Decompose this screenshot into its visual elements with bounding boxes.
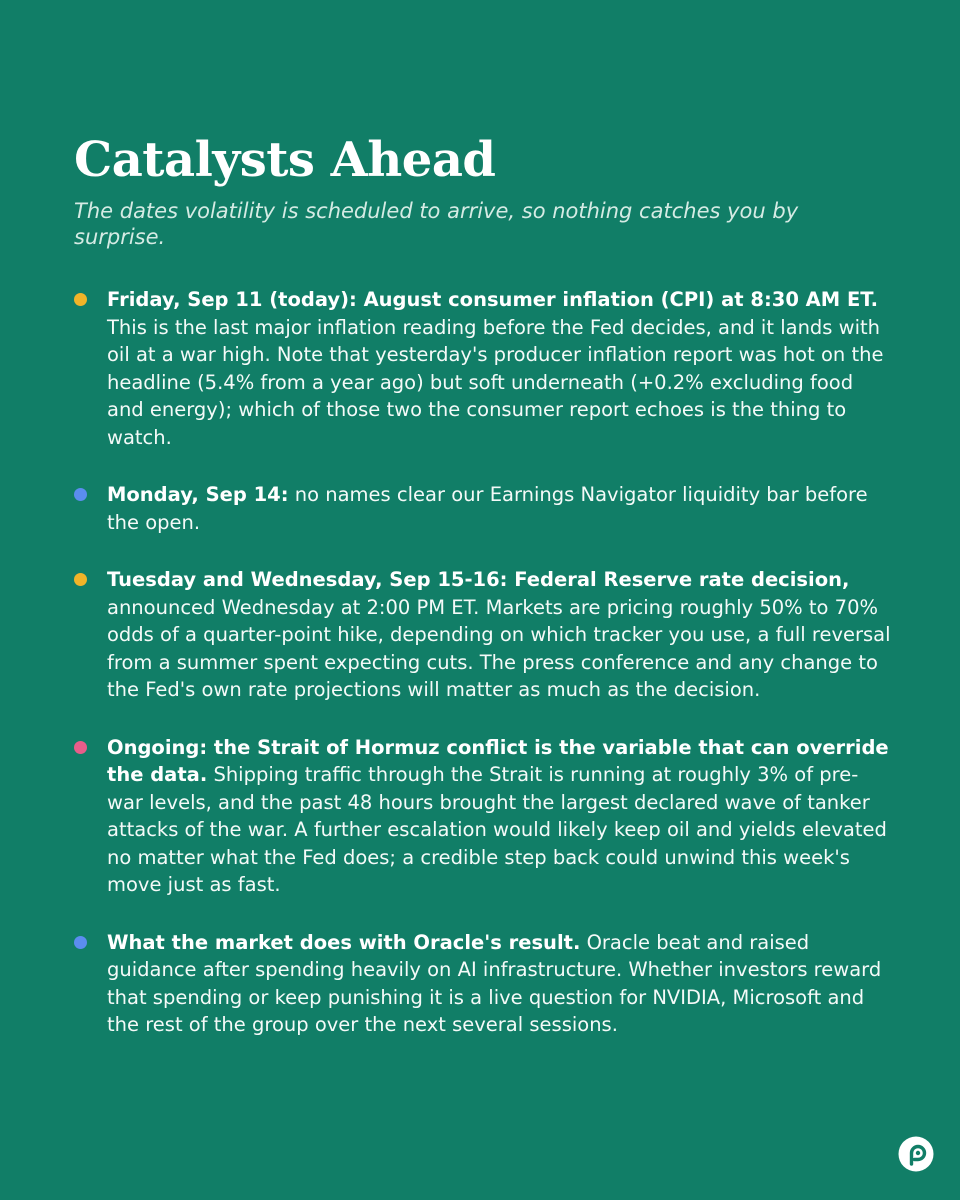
catalyst-lead: Friday, Sep 11 (today): August consumer inflation (CPI) at 8:30 AM ET.: [107, 288, 879, 311]
catalyst-body: Shipping traffic through the Strait is running at roughly 3% of pre-war levels, and the past 48 hours brought the largest declared wave of tanker attacks of the war. A further escalation would likely keep oil and yields elevated no matter what the Fed does; a credible step back could unwind this week's move just as fast.: [107, 763, 887, 896]
bullet-dot-icon: [74, 293, 87, 306]
catalyst-lead: Ongoing: the Strait of Hormuz conflict is the variable that can override the data.: [107, 735, 889, 786]
catalyst-item-oracle: [74, 929, 894, 1039]
catalyst-item-hormuz: [74, 734, 894, 899]
catalyst-lead: Monday, Sep 14:: [107, 483, 289, 506]
catalyst-item-earnings: [74, 481, 894, 536]
bullet-dot-icon: [74, 741, 87, 754]
bullet-dot-icon: [74, 936, 87, 949]
catalyst-list: [74, 286, 894, 1039]
catalyst-item-cpi: [74, 286, 894, 451]
page-subtitle: The dates volatility is scheduled to arrive, so nothing catches you by surprise.: [74, 199, 799, 249]
page-title: Catalysts Ahead: [74, 132, 496, 188]
catalyst-item-fed-decision: [74, 566, 894, 704]
catalyst-body: announced Wednesday at 2:00 PM ET. Markets are pricing roughly 50% to 70% odds of a quarter-point hike, depending on which tracker you use, a full reversal from a summer spent expecting cuts. The press conference and any change to the Fed's own rate projections will matter as much as the decision.: [107, 595, 891, 701]
bullet-dot-icon: [74, 488, 87, 501]
brand-logo-icon: [898, 1136, 934, 1172]
catalyst-lead: Tuesday and Wednesday, Sep 15-16: Federal Reserve rate decision,: [107, 568, 850, 591]
bullet-dot-icon: [74, 573, 87, 586]
catalyst-body: no names clear our Earnings Navigator liquidity bar before the open.: [107, 483, 868, 534]
catalyst-body: Oracle beat and raised guidance after spending heavily on AI infrastructure. Whether investors reward that spending or keep punishing it is a live question for NVIDIA, Microsoft and the rest of the group over the next several sessions.: [107, 930, 882, 1036]
catalyst-lead: What the market does with Oracle's result.: [107, 930, 581, 954]
catalyst-body: This is the last major inflation reading before the Fed decides, and it lands with oil at a war high. Note that yesterday's producer inflation report was hot on the headline (5.4% from a year ago) but soft underneath (+0.2% excluding food and energy); which of those two the consumer report echoes is the thing to watch.: [107, 315, 884, 449]
